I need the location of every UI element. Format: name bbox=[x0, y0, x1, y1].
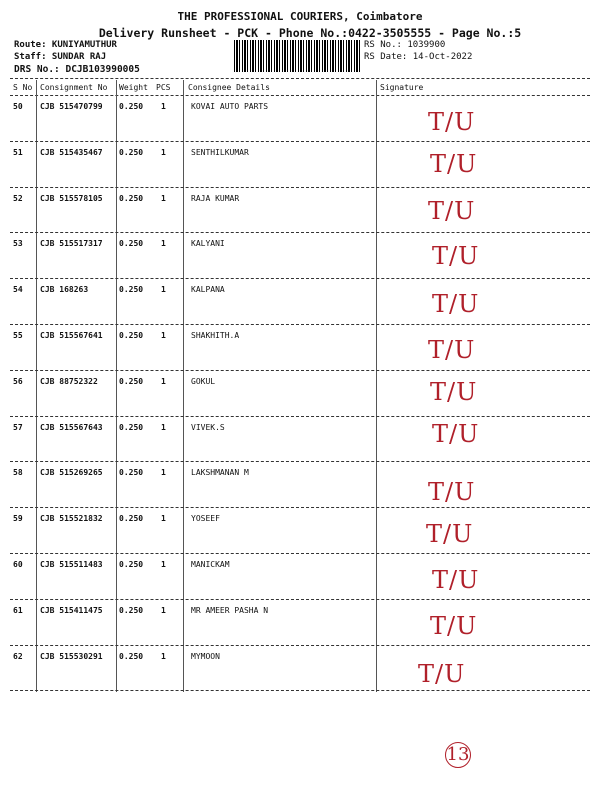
row-consignee: MYMOON bbox=[191, 651, 220, 661]
row-consignment-no: CJB 515435467 bbox=[40, 147, 103, 157]
row-consignment-no: CJB 515567641 bbox=[40, 331, 103, 340]
row-sno: 53 bbox=[13, 239, 23, 249]
row-pcs: 1 bbox=[161, 239, 166, 249]
column-divider bbox=[183, 80, 184, 692]
column-header-consignment: Consignment No bbox=[40, 83, 108, 92]
row-signature: T/U bbox=[418, 660, 466, 688]
row-pcs: 1 bbox=[161, 514, 166, 524]
row-consignee: RAJA KUMAR bbox=[191, 193, 240, 203]
row-divider bbox=[10, 645, 590, 646]
row-consignee: GOKUL bbox=[191, 376, 216, 386]
runsheet-title: Delivery Runsheet - PCK - Phone No.:0422-3505555 - Page No.:5 bbox=[98, 26, 522, 40]
row-consignment-no: CJB 515567643 bbox=[40, 422, 103, 432]
row-weight: 0.250 bbox=[119, 102, 144, 111]
row-pcs: 1 bbox=[161, 605, 166, 615]
row-pcs: 1 bbox=[161, 102, 166, 111]
row-divider bbox=[10, 553, 590, 554]
row-divider bbox=[10, 141, 590, 142]
rs-date: RS Date: 14-Oct-2022 bbox=[364, 52, 473, 62]
row-pcs: 1 bbox=[161, 147, 166, 157]
row-divider bbox=[10, 232, 590, 233]
staff-label: Staff: SUNDAR RAJ bbox=[14, 52, 107, 62]
row-consignee: KOVAI AUTO PARTS bbox=[191, 102, 269, 111]
row-sno: 57 bbox=[13, 422, 23, 432]
row-signature: T/U bbox=[428, 197, 476, 225]
row-divider bbox=[10, 599, 590, 600]
row-sno: 51 bbox=[13, 147, 23, 157]
row-consignee: VIVEK.S bbox=[191, 422, 225, 432]
row-consignee: MANICKAM bbox=[191, 560, 230, 569]
row-weight: 0.250 bbox=[119, 285, 144, 295]
row-sno: 58 bbox=[13, 468, 23, 478]
row-divider bbox=[10, 278, 590, 279]
row-weight: 0.250 bbox=[119, 193, 144, 203]
column-divider bbox=[376, 80, 377, 692]
row-consignment-no: CJB 515530291 bbox=[40, 651, 103, 661]
row-consignment-no: CJB 515470799 bbox=[40, 102, 103, 111]
row-consignment-no: CJB 168263 bbox=[40, 285, 89, 295]
row-divider bbox=[10, 370, 590, 371]
row-consignment-no: CJB 88752322 bbox=[40, 376, 98, 386]
row-consignee: LAKSHMANAN M bbox=[191, 468, 249, 478]
row-signature: T/U bbox=[432, 420, 480, 448]
row-divider bbox=[10, 461, 590, 462]
rs-number: RS No.: 1039900 bbox=[364, 40, 446, 50]
row-weight: 0.250 bbox=[119, 239, 144, 249]
row-sno: 60 bbox=[13, 560, 23, 569]
row-consignment-no: CJB 515511483 bbox=[40, 560, 103, 569]
row-weight: 0.250 bbox=[119, 376, 144, 386]
column-header-pcs: PCS bbox=[156, 83, 171, 92]
header-bottom-rule bbox=[10, 95, 590, 96]
column-header-signature: Signature bbox=[380, 83, 424, 92]
row-signature: T/U bbox=[432, 290, 480, 318]
column-header-weight: Weight bbox=[119, 83, 148, 92]
row-divider bbox=[10, 187, 590, 188]
row-divider bbox=[10, 324, 590, 325]
row-divider bbox=[10, 416, 590, 417]
row-weight: 0.250 bbox=[119, 651, 144, 661]
row-signature: T/U bbox=[430, 150, 478, 178]
row-consignment-no: CJB 515521832 bbox=[40, 514, 103, 524]
column-divider bbox=[116, 80, 117, 692]
row-consignment-no: CJB 515411475 bbox=[40, 605, 103, 615]
row-pcs: 1 bbox=[161, 468, 166, 478]
row-divider bbox=[10, 690, 590, 691]
row-sno: 61 bbox=[13, 605, 23, 615]
row-pcs: 1 bbox=[161, 285, 166, 295]
row-weight: 0.250 bbox=[119, 147, 144, 157]
row-pcs: 1 bbox=[161, 560, 166, 569]
header-top-rule bbox=[10, 78, 590, 79]
row-sno: 54 bbox=[13, 285, 23, 295]
row-sno: 62 bbox=[13, 651, 23, 661]
row-signature: T/U bbox=[428, 108, 476, 136]
route-label: Route: KUNIYAMUTHUR bbox=[14, 40, 117, 50]
row-signature: T/U bbox=[428, 478, 476, 506]
row-consignment-no: CJB 515578105 bbox=[40, 193, 103, 203]
row-signature: T/U bbox=[430, 612, 478, 640]
column-divider bbox=[36, 80, 37, 692]
barcode bbox=[234, 40, 360, 72]
row-consignment-no: CJB 515269265 bbox=[40, 468, 103, 478]
row-sno: 55 bbox=[13, 331, 23, 340]
row-pcs: 1 bbox=[161, 331, 166, 340]
row-signature: T/U bbox=[428, 336, 476, 364]
row-weight: 0.250 bbox=[119, 331, 144, 340]
row-consignee: SENTHILKUMAR bbox=[191, 147, 249, 157]
column-header-sno: S No bbox=[13, 83, 33, 92]
row-consignee: YOSEEF bbox=[191, 514, 220, 524]
row-signature: T/U bbox=[432, 242, 480, 270]
row-weight: 0.250 bbox=[119, 422, 144, 432]
row-weight: 0.250 bbox=[119, 605, 144, 615]
row-pcs: 1 bbox=[161, 422, 166, 432]
row-weight: 0.250 bbox=[119, 560, 144, 569]
row-signature: T/U bbox=[426, 520, 474, 548]
row-pcs: 1 bbox=[161, 193, 166, 203]
column-header-consignee: Consignee Details bbox=[188, 83, 270, 92]
row-signature: T/U bbox=[430, 378, 478, 406]
row-sno: 52 bbox=[13, 193, 23, 203]
row-sno: 56 bbox=[13, 376, 23, 386]
row-sno: 59 bbox=[13, 514, 23, 524]
row-pcs: 1 bbox=[161, 651, 166, 661]
row-consignee: SHAKHITH.A bbox=[191, 331, 240, 340]
row-weight: 0.250 bbox=[119, 514, 144, 524]
row-pcs: 1 bbox=[161, 376, 166, 386]
drs-number: DRS No.: DCJB103990005 bbox=[14, 64, 140, 75]
row-consignee: KALYANI bbox=[191, 239, 225, 249]
company-title: THE PROFESSIONAL COURIERS, Coimbatore bbox=[177, 10, 423, 23]
row-weight: 0.250 bbox=[119, 468, 144, 478]
row-signature: T/U bbox=[432, 566, 480, 594]
row-divider bbox=[10, 507, 590, 508]
page-mark: 13 bbox=[445, 742, 471, 768]
row-consignee: KALPANA bbox=[191, 285, 225, 295]
row-consignee: MR AMEER PASHA N bbox=[191, 605, 269, 615]
row-sno: 50 bbox=[13, 102, 23, 111]
row-consignment-no: CJB 515517317 bbox=[40, 239, 103, 249]
